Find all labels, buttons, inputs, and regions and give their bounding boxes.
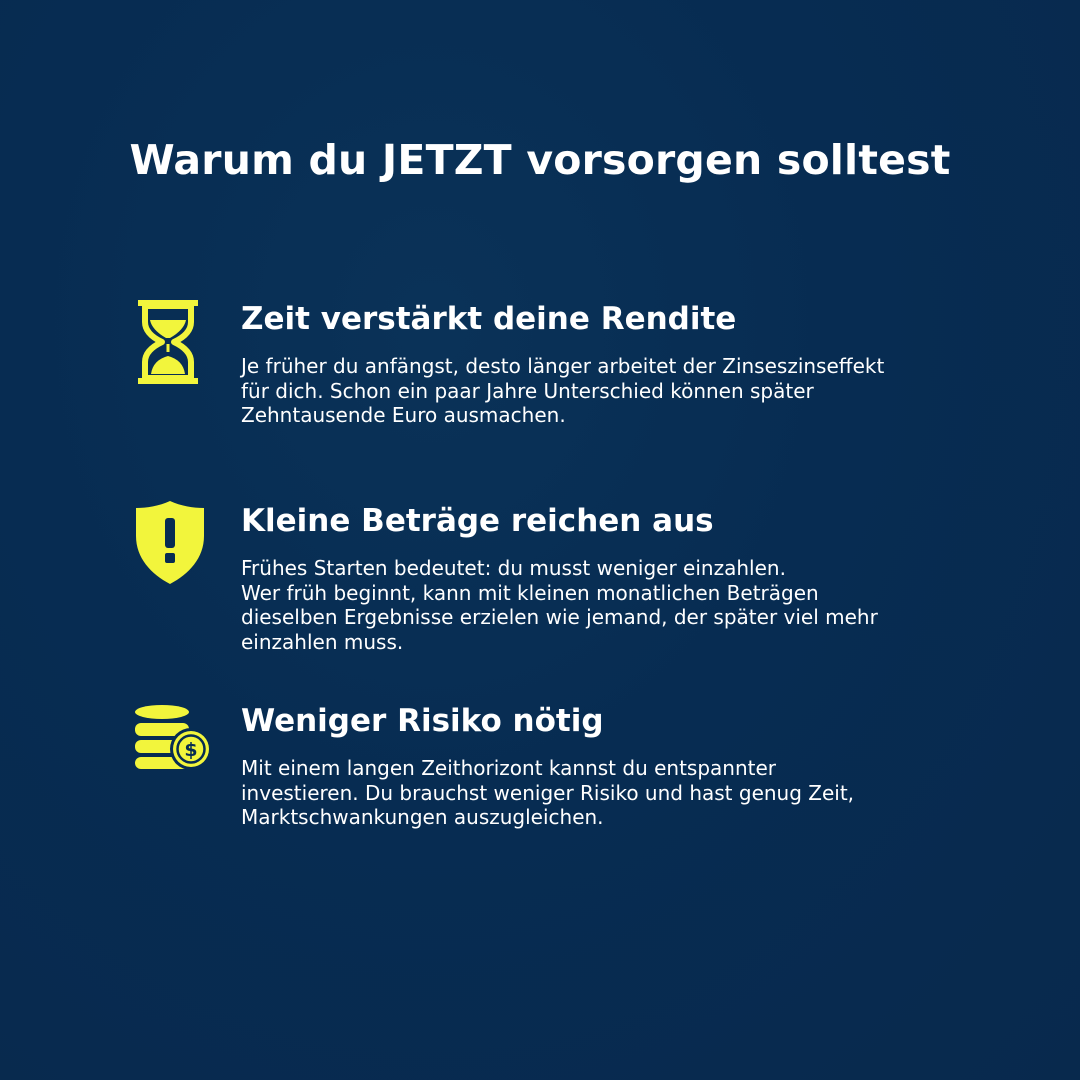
item-heading: Weniger Risiko nötig	[241, 703, 604, 739]
coins-dollar-icon	[134, 704, 214, 772]
hourglass-icon	[138, 300, 200, 386]
item-heading: Kleine Beträge reichen aus	[241, 503, 714, 539]
shield-warning-icon	[135, 500, 205, 586]
svg-text:$: $	[184, 739, 198, 761]
item-body: Mit einem langen Zeithorizont kannst du entspannter investieren. Du brauchst weniger Risiko und hast genug Zeit, Marktschwankungen auszugleichen.	[241, 756, 855, 829]
item-body: Je früher du anfängst, desto länger arbeitet der Zinseszinseffekt für dich. Schon ein paar Jahre Unterschied können später Zehntausende Euro ausmachen.	[241, 354, 885, 427]
item-heading: Zeit verstärkt deine Rendite	[241, 301, 737, 337]
page-title: Warum du JETZT vorsorgen solltest	[129, 136, 951, 184]
item-body: Frühes Starten bedeutet: du musst weniger einzahlen. Wer früh beginnt, kann mit kleinen monatlichen Beträgen dieselben Ergebnisse erzielen wie jemand, der später viel mehr einzahlen muss.	[241, 556, 878, 654]
